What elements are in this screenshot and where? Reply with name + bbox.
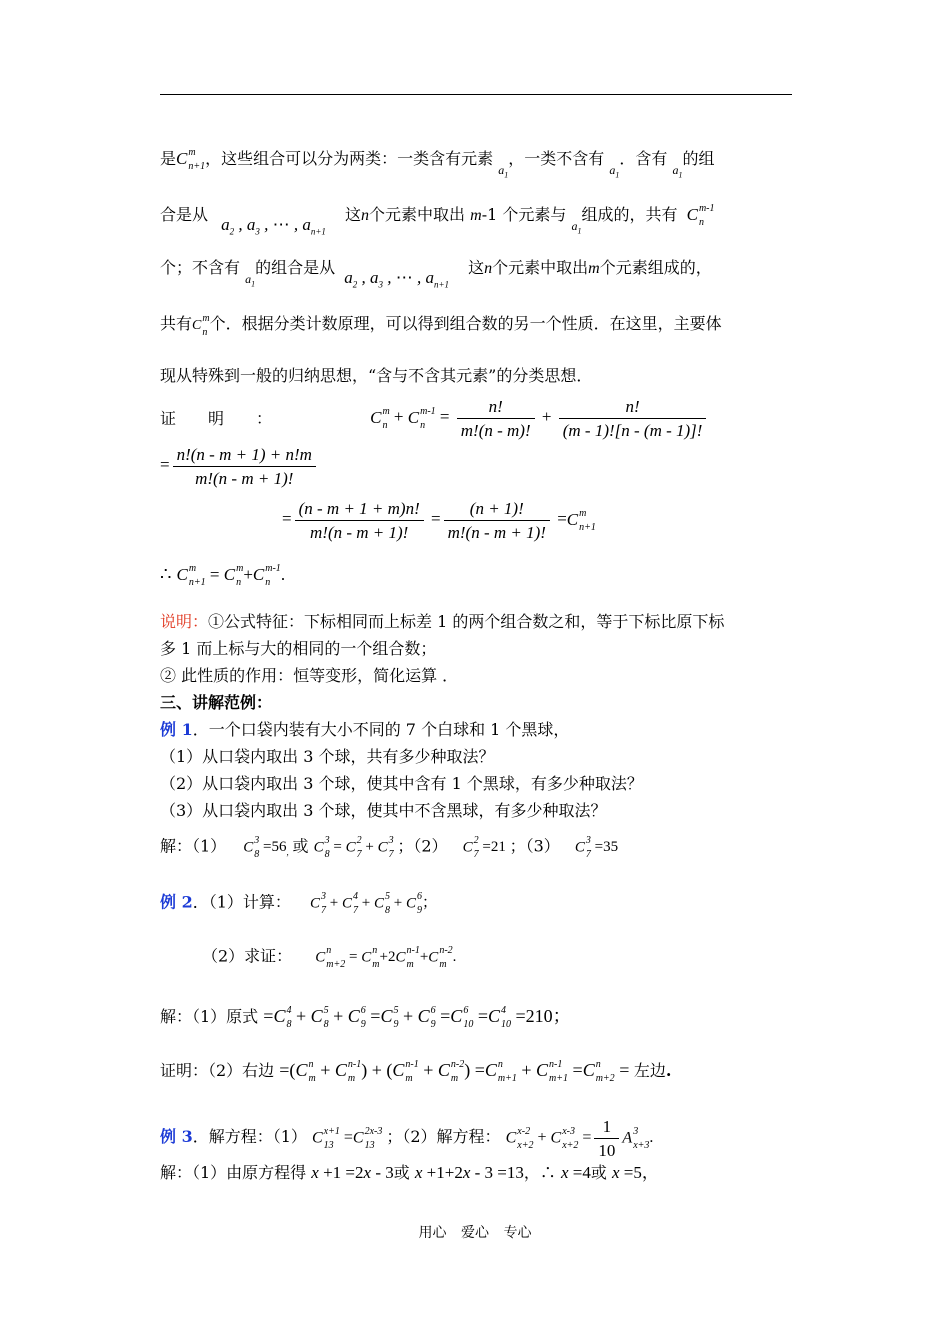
example-label: 例 1: [160, 720, 193, 739]
text: （3）从口袋内取出 3 个球，使其中不含黑球，有多少种取法？: [160, 801, 607, 820]
formula: C 3 8 = C 2 7 + C 3 7: [313, 835, 394, 860]
page-footer: 用心 爱心 专心: [418, 1225, 532, 1241]
formula: C m n + C m-1 n = $\frac{n!}{m!(n - m)!}$ + $\frac{n!}{(m - 1)![n - (m - 1)]!}$: [370, 407, 709, 426]
text: ；（2）解方程：: [386, 1127, 501, 1147]
formula: x =5，: [611, 1163, 659, 1182]
note-line-3: [160, 668, 458, 684]
math-a1: a1: [571, 218, 582, 236]
math-C: C m n: [192, 313, 210, 338]
formula: C x-2 x+2 + C x-3 x+2 = $\frac{1}{10}$ A 3 x+3 .: [505, 1117, 654, 1160]
formula: =C 4 8 + C 5 8 + C 6 9 =C 5 9 + C 6 9 =C 6 10 =C 4 10 =210；: [263, 1005, 571, 1030]
therefore-line: [160, 564, 285, 588]
note-label: 说明：: [160, 612, 209, 631]
formula: C m n+1 = C m n +C m-1 n .: [176, 563, 286, 588]
example-2-solution-2: 证明：（2）右边 =(C n m + C n-1 m ) + (C n-1 m + C n-2 m ) =C n m+1 + C n-1 m+1 =C n m+2 = 左边.: [160, 1059, 672, 1084]
text: 解：（1）: [160, 836, 227, 856]
paragraph-line-2: [160, 204, 715, 236]
example-1-q2: [160, 776, 643, 792]
text: ①公式特征：下标相同而上标差 1 的两个组合数之和，等于下标比原下标: [208, 612, 725, 631]
text: 个元素组成的，: [599, 258, 712, 277]
text: ；（2）: [397, 836, 448, 856]
text: 解：（1）原式: [160, 1007, 259, 1027]
text: 个元素中取出: [492, 258, 589, 277]
note-line-2: [160, 641, 436, 657]
proof-line-2: [160, 446, 319, 487]
text: n: [361, 206, 370, 224]
formula: = $\frac{n!(n - m + 1) + n!m}{m!(n - m + 1)!}$: [160, 455, 319, 474]
example-3-solution: [160, 1164, 659, 1181]
formula: =(C n m + C n-1 m ) + (C n-1 m + C n-2 m ) =C n m+1 + C n-1 m+1 =C n m+2 =: [279, 1059, 630, 1084]
text: 组成的，共有: [581, 204, 678, 224]
text: 的组: [682, 148, 715, 168]
text: ．（1）计算：: [192, 892, 291, 912]
formula: = $\frac{(n - m + 1 + m)n!}{m!(n - m + 1)!}$ = $\frac{(n + 1)!}{m!(n - m + 1)!}$ =C m n+1: [282, 499, 596, 542]
text: 个；不含有: [160, 258, 241, 277]
example-label: 例 2: [160, 892, 193, 912]
text: 或: [393, 1163, 410, 1182]
text: m: [588, 260, 600, 277]
text: ，∴: [523, 1163, 556, 1182]
formula: C x+1 13 =C 2x-3 13: [312, 1125, 383, 1151]
math-C: C m n+1: [176, 147, 206, 172]
text: 现从特殊到一般的归纳思想，“含与不含其元素”的分类思想．: [160, 366, 593, 385]
formula: C 3 7 =35: [574, 835, 619, 860]
formula: C 2 7 =21: [462, 835, 506, 860]
paragraph-line-5: [160, 368, 592, 384]
formula: x =4: [560, 1163, 591, 1182]
text: 这: [345, 204, 362, 224]
text: 合是从: [160, 204, 209, 224]
formula: x +1 =2x - 3: [311, 1163, 394, 1182]
example-1-q3: [160, 803, 607, 819]
example-1-solution: [160, 836, 618, 860]
text: 多 1 而上标与大的相同的一个组合数；: [160, 639, 437, 658]
text: -1 个元素与: [481, 204, 567, 224]
text: 或: [590, 1163, 607, 1182]
therefore-symbol: ∴: [160, 563, 172, 585]
section-title: 三、讲解范例：: [160, 693, 273, 712]
example-1: [160, 722, 569, 738]
header-rule: [160, 94, 792, 95]
text: 这: [468, 258, 485, 277]
text: 是: [160, 148, 177, 168]
math-seq: $a_2$ , $a_3$ , ⋯ , $a_{n+1}$: [221, 214, 326, 237]
text: （2）求证：: [202, 946, 293, 966]
text: ② 此性质的作用：恒等变形，简化运算 ．: [160, 666, 459, 685]
note-line-1: [160, 614, 724, 630]
text: ．含有: [619, 148, 668, 168]
text: n: [484, 260, 493, 277]
example-1-q1: [160, 749, 495, 765]
example-2-part2: [202, 946, 456, 970]
text: ．一个口袋内装有大小不同的 7 个白球和 1 个黑球，: [192, 720, 570, 739]
text: 或: [292, 836, 309, 856]
text: ，这些组合可以分为两类：一类含有元素: [205, 148, 494, 168]
text: 证明：（2）右边: [160, 1061, 275, 1081]
formula: C 3 7 + C 4 7 + C 5 8 + C 6 9 ；: [310, 891, 437, 916]
proof-line-3: [282, 500, 596, 541]
formula: C 3 8 $=56_,$: [243, 835, 289, 860]
text: 解：（1）由原方程得: [160, 1163, 307, 1182]
text: ，一类不含有: [508, 148, 605, 168]
proof-label: 证 明 ：: [160, 408, 273, 428]
paragraph-line-4: [160, 314, 722, 338]
text: 的组合是从: [255, 258, 336, 277]
text: （1）从口袋内取出 3 个球，共有多少种取法？: [160, 747, 495, 766]
text: 个．根据分类计数原理，可以得到组合数的另一个性质．在这里，主要体: [209, 314, 722, 334]
example-2-solution-1: [160, 1006, 571, 1030]
example-label: 例 3: [160, 1127, 193, 1147]
text: 左边: [633, 1061, 666, 1081]
math-a1: a1: [245, 272, 256, 289]
math-a1: a1: [498, 162, 509, 180]
math-seq: $a_2$ , $a_3$ , ⋯ , $a_{n+1}$: [344, 268, 450, 290]
text: 个元素中取出: [369, 204, 466, 224]
proof-line-1: [160, 398, 709, 439]
text: m: [470, 206, 482, 224]
formula: C n m+2 = C n m +2C n-1 m +C n-2 m .: [315, 945, 457, 970]
text: ．解方程：（1）: [192, 1127, 307, 1147]
text: ；（3）: [509, 836, 560, 856]
text: （2）从口袋内取出 3 个球，使其中含有 1 个黑球，有多少种取法？: [160, 774, 643, 793]
math-a1: a1: [672, 162, 683, 180]
math-a1: a1: [609, 162, 620, 180]
example-3: [160, 1118, 653, 1159]
text: 共有: [160, 314, 193, 334]
formula: x +1+2x - 3 =13: [414, 1163, 524, 1182]
math-C: C m-1 n: [686, 203, 715, 228]
paragraph-line-1: [160, 148, 714, 179]
example-2: [160, 892, 437, 916]
paragraph-line-3: [160, 260, 712, 289]
